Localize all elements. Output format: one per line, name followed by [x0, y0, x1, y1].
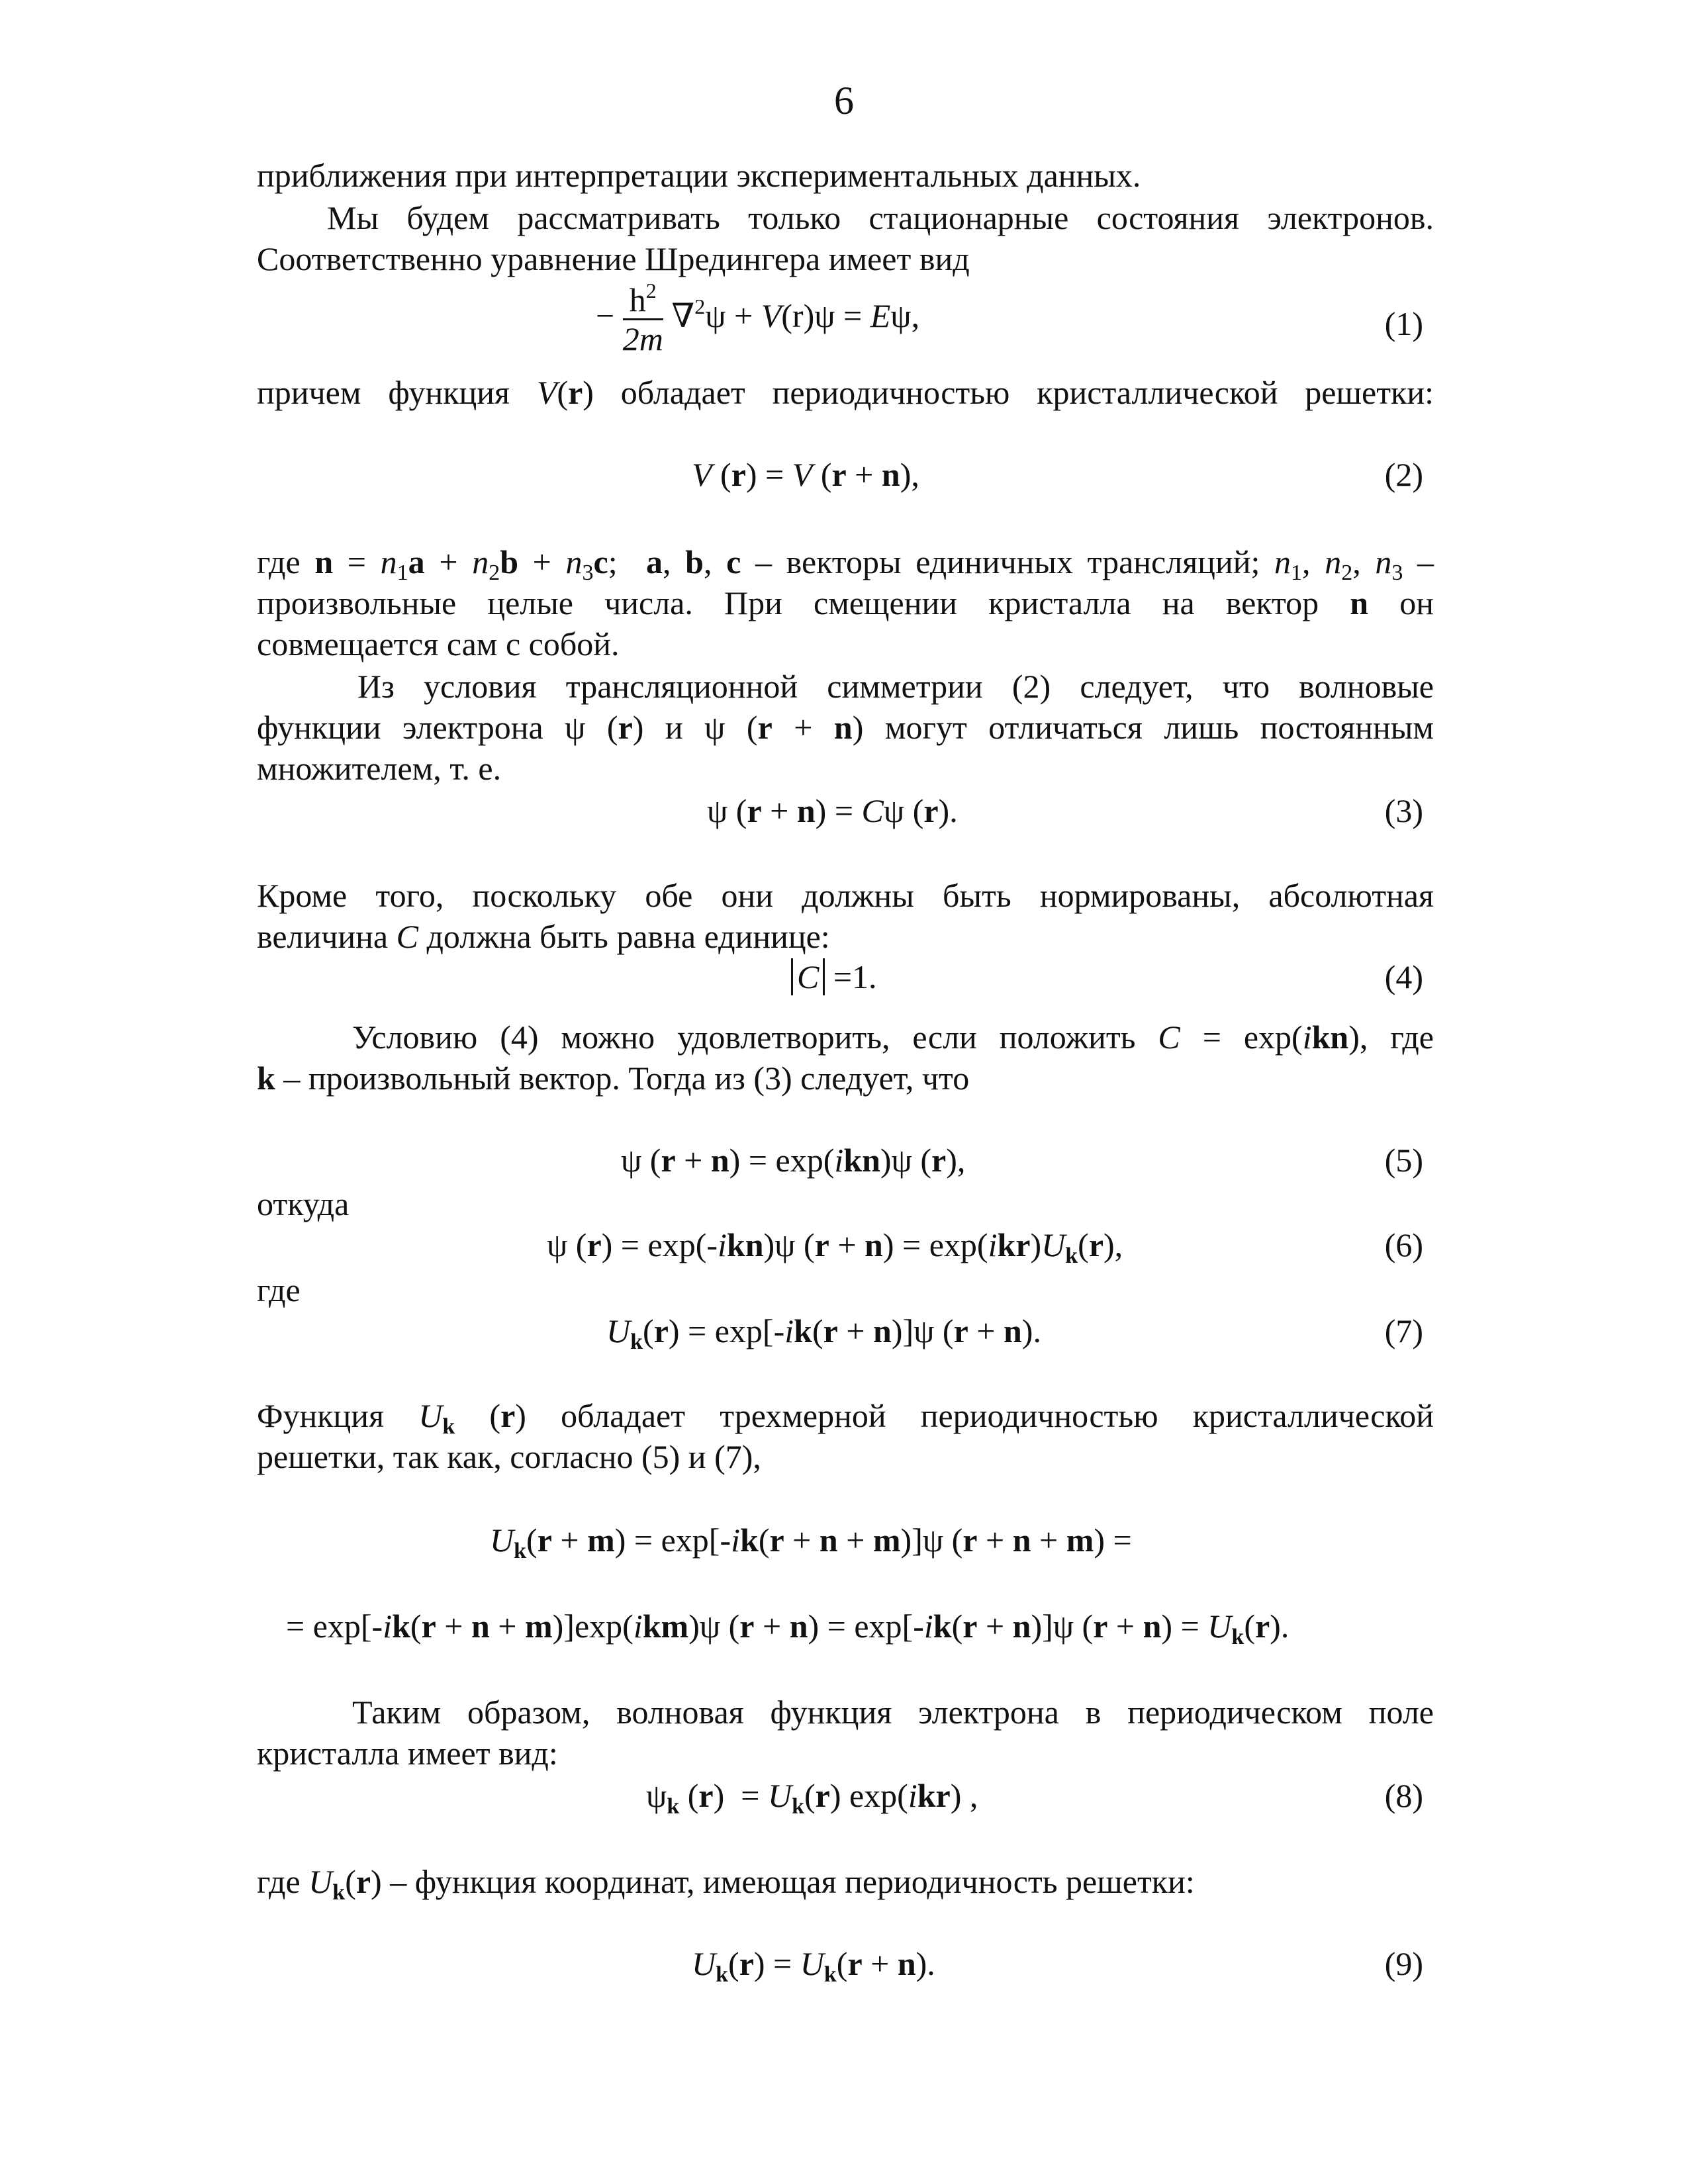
text-line: решетки, так как, согласно (5) и (7), — [257, 1438, 761, 1475]
equation-label: (7) — [1384, 1312, 1423, 1349]
equation-unnumbered: $U_k(r + m) = \exp[-ik(r + n + m)]\psi$ (r + n + m) = — [490, 1522, 1132, 1563]
equation-unnumbered: = exp[-ik(r + n + m)]exp(ikm)ψ (r + n) = exp[-ik(r + n)]ψ $(r + n) = U_k(r)$. — [286, 1608, 1289, 1649]
equation-7: $U_k(r) = \exp[-ik(r + n)]\psi$ (r + n). — [606, 1312, 1041, 1354]
equation-3: ψ (r + n) = Cψ (r). — [707, 792, 958, 829]
equation-label: (1) — [1384, 305, 1423, 342]
equation-label: (3) — [1384, 792, 1423, 829]
text-line: произвольные целые числа. При смещении кристалла на вектор n он — [257, 584, 1434, 621]
text-line: где $U_k(r)$ – функция координат, имеющая периодичность решетки: — [257, 1863, 1195, 1905]
text-line: причем функция V(r) обладает периодичностью кристаллической решетки: — [257, 374, 1434, 411]
equation-8: $\psi_k$ $(r) = U_k(r)$ exp(ikr) , — [646, 1777, 978, 1819]
text-line: k – произвольный вектор. Тогда из (3) следует, что — [257, 1060, 970, 1097]
text-line: Функция $U_k$ (r) обладает трехмерной периодичностью кристаллической — [257, 1397, 1434, 1439]
text-line: совмещается сам с собой. — [257, 625, 620, 662]
text-line: Кроме того, поскольку обе они должны быть нормированы, абсолютная — [257, 877, 1434, 914]
equation-2: V (r) = V (r + n), — [692, 456, 919, 493]
equation-4: C =1. — [791, 958, 877, 996]
text-line: откуда — [257, 1185, 350, 1222]
equation-label: (8) — [1384, 1777, 1423, 1814]
text-line: Таким образом, волновая функция электрона в периодическом поле — [352, 1694, 1434, 1731]
text-line: величина C должна быть равна единице: — [257, 918, 830, 955]
equation-label: (9) — [1384, 1945, 1423, 1982]
page-number: 6 — [834, 79, 854, 122]
equation-label: (4) — [1384, 958, 1423, 995]
equation-9: $U_k(r) = U_k(r + n)$. — [692, 1945, 935, 1987]
text-line: кристалла имеет вид: — [257, 1735, 558, 1772]
equation-label: (6) — [1384, 1226, 1423, 1263]
text-line: Из условия трансляционной симметрии (2) следует, что волновые — [357, 668, 1434, 705]
text-line: Условию (4) можно удовлетворить, если положить C = exp(ikn), где — [352, 1019, 1434, 1056]
text-line: множителем, т. е. — [257, 750, 502, 787]
text-line: приближения при интерпретации экспериментальных данных. — [257, 157, 1141, 194]
equation-6: ψ (r) = exp(-ikn)ψ $(r + n) = \exp(ikr)U_k(r)$, — [547, 1226, 1123, 1268]
equation-label: (2) — [1384, 456, 1423, 493]
text-line: где $n = n_1a + n_2b + n_3c$; a, b, c – векторы единичных трансляций; $n_1$, $n_2$, $n_3$ – — [257, 543, 1434, 585]
equation-5: ψ (r + n) = exp(ikn)ψ (r), — [621, 1142, 966, 1179]
text-line: функции электрона ψ (r) и ψ (r + n) могут отличаться лишь постоянным — [257, 709, 1434, 746]
equation-1: − $\frac{h^2}{2m}$ ∇$^2$ψ + V(r)ψ = Eψ, — [596, 279, 920, 357]
text-line: Соответственно уравнение Шредингера имеет вид — [257, 240, 970, 277]
equation-label: (5) — [1384, 1142, 1423, 1179]
text-line: Мы будем рассматривать только стационарные состояния электронов. — [327, 199, 1434, 236]
text-line: где — [257, 1271, 301, 1308]
